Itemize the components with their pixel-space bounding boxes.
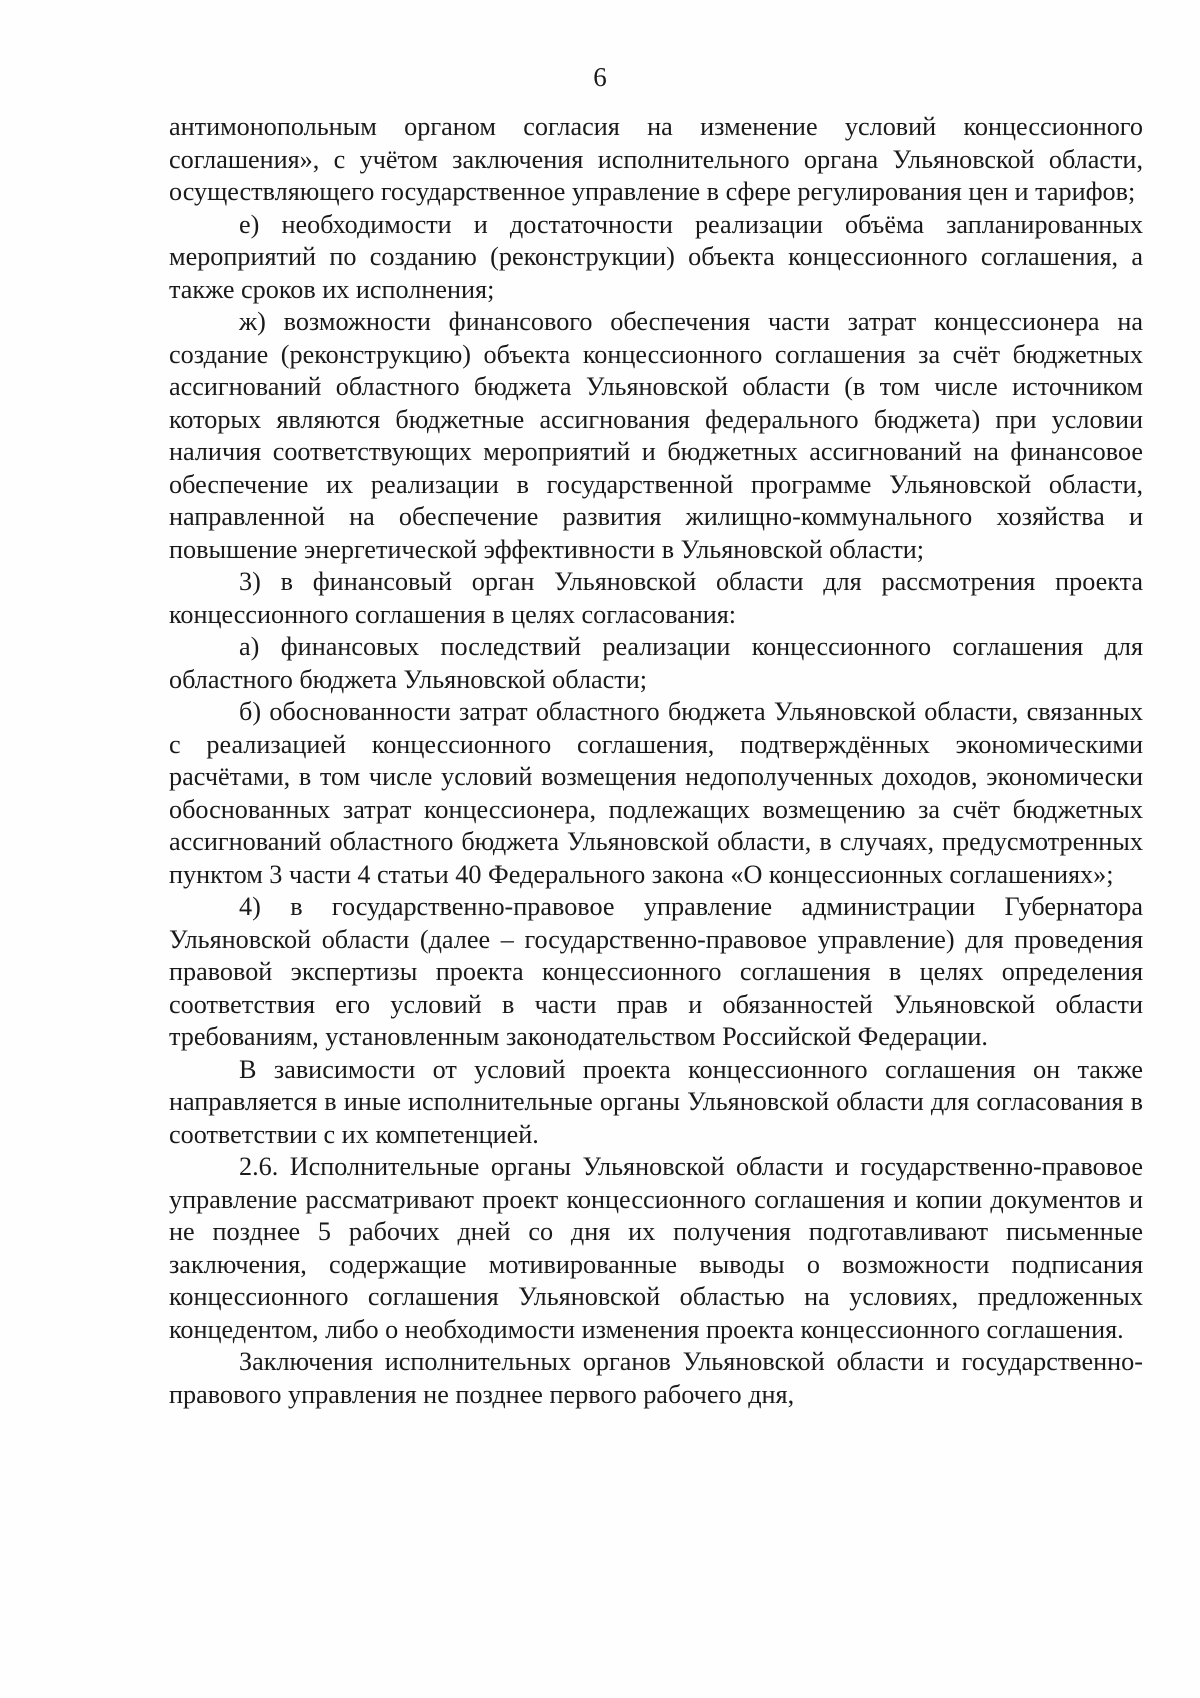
paragraph-continuation: антимонопольным органом согласия на изменение условий концессионного соглашения», с учётом заключения исполнительного органа Ульяновской области, осуществляющего государственное управление в сфере регулирования цен и тарифов;	[169, 112, 1143, 206]
document-body	[169, 111, 1143, 1411]
paragraph-additional-approval: В зависимости от условий проекта концессионного соглашения он также направляется в иные исполнительные органы Ульяновской области для согласования в соответствии с их компетенцией.	[169, 1054, 1143, 1149]
paragraph-item-4: 4) в государственно-правовое управление администрации Губернатора Ульяновской области (далее – государственно-правовое управление) для проведения правовой экспертизы проекта концессионного соглашения в целях определения соответствия его условий в части прав и обязанностей Ульяновской области требованиям, установленным законодательством Российской Федерации.	[169, 892, 1143, 1051]
paragraph-item-e: е) необходимости и достаточности реализации объёма запланированных мероприятий по созданию (реконструкции) объекта концессионного соглашения, а также сроков их исполнения;	[169, 209, 1143, 304]
paragraph-item-3: 3) в финансовый орган Ульяновской области для рассмотрения проекта концессионного соглашения в целях согласования:	[169, 567, 1143, 629]
paragraph-conclusions: Заключения исполнительных органов Ульяновской области и государственно-правового управления не позднее первого рабочего дня,	[169, 1347, 1143, 1409]
page-number: 6	[593, 62, 607, 92]
paragraph-item-zh: ж) возможности финансового обеспечения части затрат концессионера на создание (реконструкцию) объекта концессионного соглашения за счёт бюджетных ассигнований областного бюджета Ульяновской области (в том числе источником которых являются бюджетные ассигнования федерального бюджета) при условии наличия соответствующих мероприятий и бюджетных ассигнований на финансовое обеспечение их реализации в государственной программе Ульяновской области, направленной на обеспечение развития жилищно-коммунального хозяйства и повышение энергетической эффективности в Ульяновской области;	[169, 307, 1143, 564]
paragraph-item-a: а) финансовых последствий реализации концессионного соглашения для областного бюджета Ульяновской области;	[169, 632, 1143, 694]
paragraph-item-b: б) обоснованности затрат областного бюджета Ульяновской области, связанных с реализацией концессионного соглашения, подтверждённых экономическими расчётами, в том числе условий возмещения недополученных доходов, экономически обоснованных затрат концессионера, подлежащих возмещению за счёт бюджетных ассигнований областного бюджета Ульяновской области, в случаях, предусмотренных пунктом 3 части 4 статьи 40 Федерального закона «О концессионных соглашениях»;	[169, 697, 1143, 889]
paragraph-section-2-6: 2.6. Исполнительные органы Ульяновской области и государственно-правовое управление рассматривают проект концессионного соглашения и копии документов и не позднее 5 рабочих дней со дня их получения подготавливают письменные заключения, содержащие мотивированные выводы о возможности подписания концессионного соглашения Ульяновской областью на условиях, предложенных концедентом, либо о необходимости изменения проекта концессионного соглашения.	[169, 1152, 1143, 1344]
